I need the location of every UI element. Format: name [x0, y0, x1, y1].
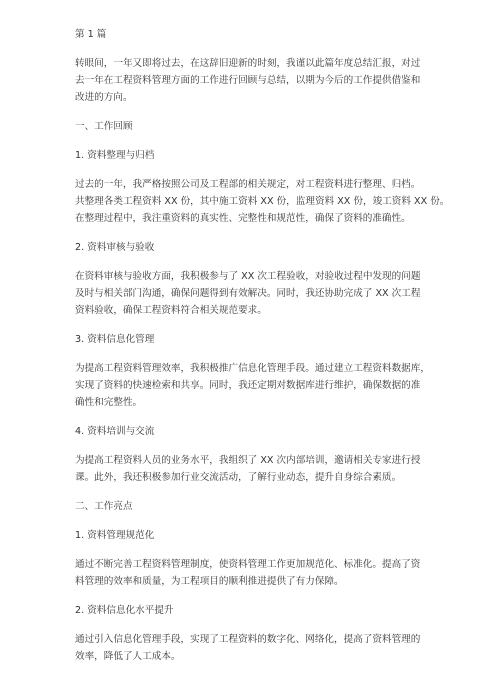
text-line: 过去的一年，我严格按照公司及工程部的相关规定，对工程资料进行整理、归档。	[75, 179, 421, 190]
section-heading-highlights: 二、工作亮点	[75, 501, 133, 512]
subsection-heading: 3. 资料信息化管理	[75, 334, 155, 345]
document-title: 第 1 篇	[75, 29, 107, 40]
text-line: 为提高工程资料管理效率，我积极推广信息化管理手段。通过建立工程资料数据库，	[75, 363, 430, 374]
subsection-heading: 2. 资料审核与验收	[75, 242, 155, 253]
text-line: 确性和完整性。	[75, 397, 143, 408]
text-line: 为提高工程资料人员的业务水平，我组织了 XX 次内部培训，邀请相关专家进行授	[75, 455, 421, 466]
text-line: 转眼间，一年又即将过去，在这辞旧迎新的时刻，我谨以此篇年度总结汇报，对过	[75, 58, 421, 69]
text-line: 效率，降低了人工成本。	[75, 651, 181, 662]
body-paragraph	[75, 452, 435, 486]
text-line: 课。此外，我还积极参加行业交流活动，了解行业动态，提升自身综合素质。	[75, 472, 402, 483]
text-line: 去一年在工程资料管理方面的工作进行回顾与总结，以期为今后的工作提供借鉴和	[75, 75, 421, 86]
text-line: 通过引入信息化管理手段，实现了工程资料的数字化、网络化，提高了资料管理的	[75, 634, 421, 645]
subsection-heading: 2. 资料信息化水平提升	[75, 605, 174, 616]
body-paragraph	[75, 268, 435, 319]
document-body	[75, 26, 450, 677]
text-line: 通过不断完善工程资料管理制度，使资料管理工作更加规范化、标准化。提高了资	[75, 559, 421, 570]
text-line: 料管理的效率和质量，为工程项目的顺利推进提供了有力保障。	[75, 576, 344, 587]
body-paragraph	[75, 556, 435, 590]
text-line: 共整理各类工程资料 XX 份，其中施工资料 XX 份，监理资料 XX 份，竣工资料 XX 份。	[75, 196, 450, 207]
intro-paragraph	[75, 55, 435, 106]
subsection-heading: 1. 资料整理与归档	[75, 150, 155, 161]
body-paragraph	[75, 631, 435, 665]
text-line: 资料验收，确保工程资料符合相关规范要求。	[75, 305, 267, 316]
text-line: 实现了资料的快速检索和共享。同时，我还定期对数据库进行维护，确保数据的准	[75, 380, 421, 391]
text-line: 在整理过程中，我注重资料的真实性、完整性和规范性，确保了资料的准确性。	[75, 213, 411, 224]
section-heading-review: 一、工作回顾	[75, 121, 133, 132]
body-paragraph	[75, 176, 450, 227]
body-paragraph	[75, 360, 435, 411]
text-line: 及时与相关部门沟通，确保问题得到有效解决。同时，我还协助完成了 XX 次工程	[75, 288, 421, 299]
text-line: 在资料审核与验收方面，我积极参与了 XX 次工程验收，对验收过程中发现的问题	[75, 271, 421, 282]
text-line: 改进的方向。	[75, 92, 133, 103]
subsection-heading: 4. 资料培训与交流	[75, 426, 155, 437]
subsection-heading: 1. 资料管理规范化	[75, 530, 155, 541]
